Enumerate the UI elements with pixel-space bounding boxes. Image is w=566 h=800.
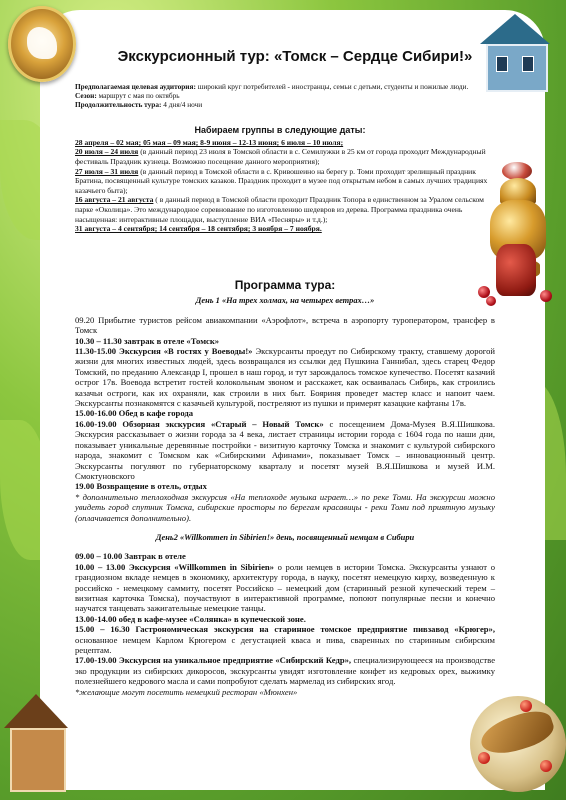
- wooden-house-corner-icon: [0, 676, 80, 800]
- program-item: 10.30 – 11.30 завтрак в отеле «Томск»: [75, 335, 220, 346]
- berries-icon: [496, 244, 536, 296]
- program-item: 13.00-14.00 обед в кафе-музее «Солянка» в купеческой зоне.: [75, 613, 306, 624]
- audience-line: Предполагаемая целевая аудитория: широкий круг потребителей - иностранцы, семьи с детьми, студенты и пожилые люди.: [75, 82, 469, 91]
- tomato: [540, 760, 552, 772]
- schedule-line: 31 августа – 4 сентября; 14 сентября – 18 сентября; 3 ноября – 7 ноября.: [75, 224, 322, 234]
- program-item: 09.20 Прибытие туристов рейсом авиакомпании «Аэрофлот», встреча в аэропорту туроператором, трансфер в Томск: [75, 314, 495, 336]
- schedule-line: 20 июля – 24 июля (в данный период 23 июля в Томской области в с. Семилужки в 25 км от города проходит Международный фестиваль Праздник кузнеца. Возможно посещение данного мероприятия);: [75, 147, 486, 166]
- schedule-line: 28 апреля – 02 мая; 05 мая – 09 мая; 8-9 июня – 12-13 июня; 6 июля – 10 июля;: [75, 137, 344, 147]
- tomato: [478, 752, 490, 764]
- tomato: [520, 700, 532, 712]
- duration-line: Продолжительность тура: 4 дня/4 ночи: [75, 100, 203, 110]
- schedule-line: 16 августа – 21 августа ( в данный период в Томской области проходит Праздник Топора в единственном за Уралом сельском парке «Околица». Это международное соревнование по изготовлению шедевров из дерева. Программа праздника очень насыщенная: интерактивные площадки, выступление ВИА «Песняры» и т.д.);: [75, 195, 484, 224]
- program-item: 15.00-16.00 Обед в кафе города: [75, 408, 194, 419]
- intro-section: [75, 82, 488, 234]
- program-note: *желающие могут посетить немецкий ресторан «Мюнхен»: [75, 686, 298, 697]
- program-item: 10.00 – 13.00 Экскурсия «Willkommen in Sibirien» о роли немцев в истории Томска. Экскурсанты узнают о грандиозном вкладе немцев в экономику, архитектуру города, в науку, посетят немецкую кирху, возведенную к российско - немецкому саммиту, посетят Российско – немецкий дом (старинный резной купеческий терем – визитная карточка Томска), поучаствуют в интерактивной программе, попоют популярные песни и конечно научатся танцевать зажигательные немецкие танцы.: [75, 561, 495, 614]
- program-note: * дополнительно теплоходная экскурсия «На теплоходе музыка играет…» по реке Томи. На экскурсии можно увидеть город спутник Томска, сибирские просторы по берегам красавицы - реки Томи под приятную музыку (оплачивается дополнительно).: [75, 491, 495, 523]
- groups-heading: Набираем группы в следующие даты:: [194, 124, 366, 135]
- tomsk-crest-icon: [8, 6, 76, 82]
- program-section: [75, 280, 495, 697]
- berry: [540, 290, 552, 302]
- program-item: 19.00 Возвращение в отель, отдых: [75, 481, 207, 492]
- day-title: День2 «Willkommen in Sibirien!» день, посвященный немцам в Сибири: [155, 532, 415, 542]
- season-line: Сезон: маршрут с мая по октябрь: [75, 91, 180, 101]
- schedule-line: 27 июля – 31 июля (в данный период в Томской области в с. Кривошеино на берегу р. Томи проходит зрелищный праздник Братина, посвященный культуре томских казаков. Праздник проходит в музее под открытым небом в самых лучших традициях казачьего быта);: [75, 166, 488, 195]
- program-heading: Программа тура:: [234, 278, 336, 292]
- program-item: 17.00-19.00 Экскурсия на уникальное предприятие «Сибирский Кедр», специализирующееся на производстве эко продукции из сибирских дикоросов, экскурсанты увидят изготовление конфет из кедровых орех, выжимку полезнейшего кедрового масла и сами попробуют сделать мармелад из сибирских ягод.: [75, 655, 496, 687]
- day-title: День 1 «На трех холмах, на четырех ветрах…»: [195, 296, 375, 306]
- program-item: 11.30-15.00 Экскурсия «В гостях у Воеводы!» Экскурсанты проедут по Сибирскому тракту, ставшему дорогой жизни для многих известных людей, здесь возвращался из ссылки дед Пушкина Ганнибал, здесь старец Федор Томский, по преданию Александр I, прошел в наш город, и тут зарождалось томское купечество. Посетят казачий острог 17в. Воевода встретит гостей колокольным звоном и расскажет, как осваивалась Сибирь, как строились казачьи остроги, как их охраняли, как строили в них быт. Бояриня проведет мастер класс и напоит чаем. Экскурсанты познакомятся с казачьей культурой, постреляют из пушки и примерят казацкие кафтаны 17в.: [75, 346, 496, 409]
- program-item: 16.00-19.00 Обзорная экскурсия «Старый – Новый Томск» с посещением Дома-Музея В.Я.Шишкова. Экскурсия рассказывает о жизни города за 4 века, листает страницы истории города с 1604 года по наши дни, показывает уникальные деревянные постройки - визитную карточку Томска и знакомит с культурой сибирского народа, знакомит с Томском как «Сибирскими Афинами», показывает Томск – инновационный центр. Экскурсанты погуляют по губернаторскому кварталу и посетят музей В.Я.Шишкова и музей И.М. Смоктуновского: [75, 418, 495, 481]
- program-item: 09.00 – 10.00 Завтрак в отеле: [75, 551, 186, 562]
- page-title: Экскурсионный тур: «Томск – Сердце Сибири!»: [117, 48, 473, 65]
- program-item: 15.00 – 16.30 Гастрономическая экскурсия на старинное томское предприятие пивзавод «Крюгер», основанное немцем Карлом Крюгером с дегустацией кваса и пива, сваренных по старинным сибирским рецептам.: [75, 624, 495, 655]
